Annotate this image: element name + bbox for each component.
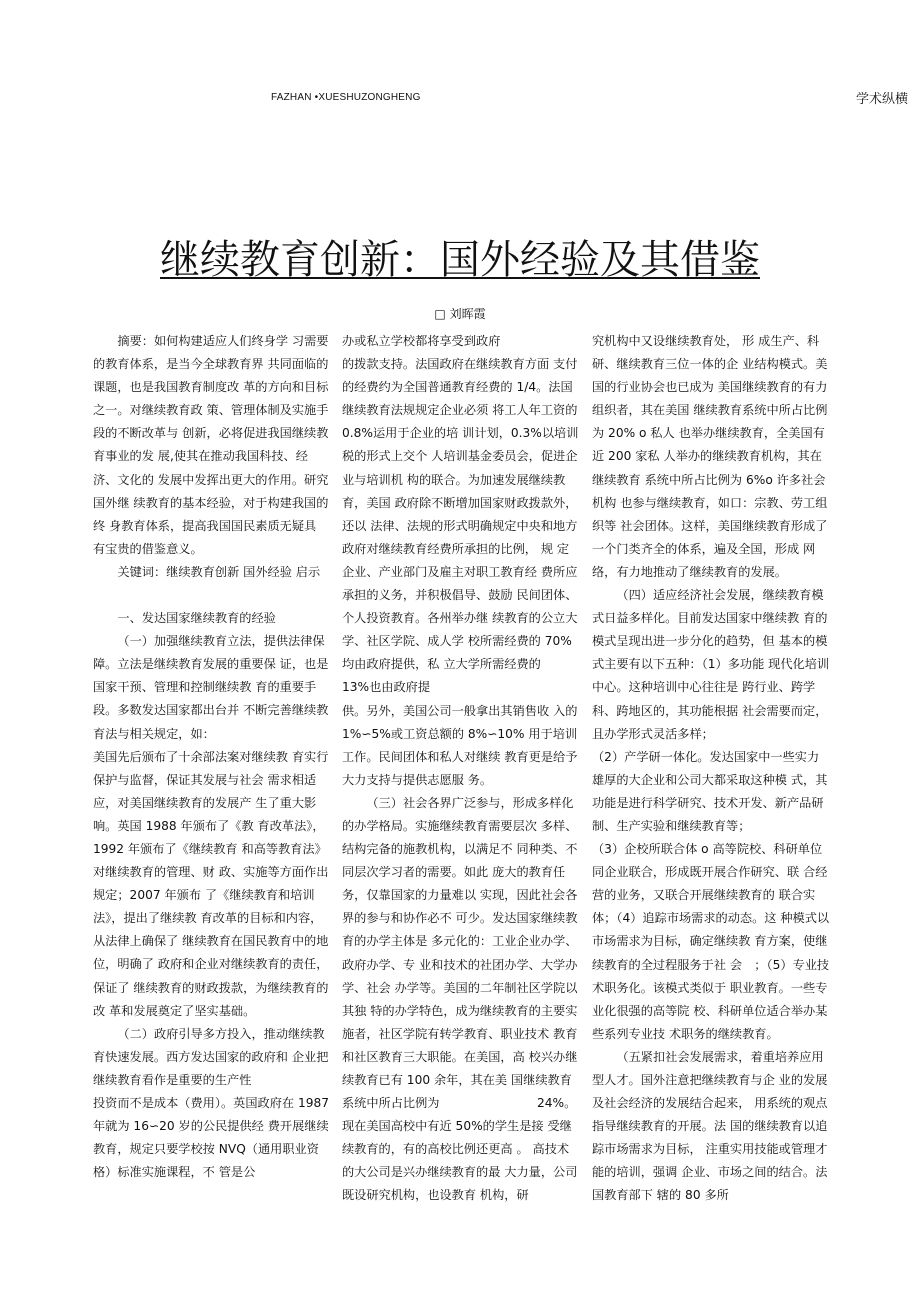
column-3 xyxy=(592,330,830,1208)
running-header-pinyin: FAZHAN •XUESHUZONGHENG xyxy=(271,92,421,103)
paragraph: （2）产学研一体化。发达国家中一些实力 雄厚的大企业和公司大都采取这种模 式，其功能是进行科学研究、技术开发、新产品研制、生产实验和继续教育等； xyxy=(592,749,828,833)
column-2 xyxy=(342,330,580,1208)
paragraph: （四）适应经济社会发展，继续教育模式日益多样化。目前发达国家中继续教 育的模式呈现出进一步分化的趋势，但 基本的模式主要有以下五种：（1）多功能 现代化培训中心。这种培训中心往往是 跨行业、跨学科、跨地区的，其功能根据 社会需要而定，且办学形式灵活多样； xyxy=(592,588,830,741)
paragraph: 投资而不是成本（费用）。英国政府在 1987 年就为 16∽20 岁的公民提供经 费开展继续教育，规定只要学校按 NVQ（通用职业资格）标准实施课程，不 管是公 xyxy=(93,1096,329,1180)
paragraph: （一）加强继续教育立法，提供法律保障。立法是继续教育发展的重要保 证，也是国家干预、管理和控制继续教 育的重要手段。多数发达国家都出台并 不断完善继续教育法与相关规定，如： xyxy=(93,634,329,741)
paragraph: （二）政府引导多方投入，推动继续教育快速发展。西方发达国家的政府和 企业把继续教育看作是重要的生产性 xyxy=(93,1026,329,1087)
abstract: 摘要：如何构建适应人们终身学 习需要的教育体系，是当今全球教育界 共同面临的课题，也是我国教育制度改 革的方向和目标之一。对继续教育政 策、管理体制及实施手段的不断改革与 创新，必将促进我国继续教育事业的发 展,使其在推动我国科技、经济、文化的 发展中发挥出更大的作用。研究国外继 续教育的基本经验，对于构建我国的终 身教育体系，提高我国国民素质无疑具 有宝贵的借鉴意义。 xyxy=(93,334,329,556)
paragraph: 办或私立学校都将享受到政府 xyxy=(342,334,501,348)
section-heading-1: 一、发达国家继续教育的经验 xyxy=(117,611,276,626)
paragraph: （3）企校所联合体 o 高等院校、科研单位 同企业联合，形成既开展合作研究、联 合经营的业务，又联合开展继续教育的 联合实体；（4）追踪市场需求的动态。这 种模式以市场需求为目标，确定继续教 育方案，使继续教育的全过程服务于社 会 ；（5）专业技术职务化。该模式类似于 职业教育。一些专业化很强的高等院 校、科研单位适合举办某些系列专业技 术职务的继续教育。 xyxy=(592,842,830,1041)
paragraph: 美国先后颁布了十余部法案对继续教 育实行保护与监督，保证其发展与社会 需求相适应，对美国继续教育的发展产 生了重大影响。英国 1988 年颁布了《教 育改革法》，1992 年颁布了《继续教育 和高等教育法》对继续教育的管理、财 政、实施等方面作出规定；2007 年颁布 了《继续教育和培训法》，提出了继续教 育改革的目标和内容，从法律上确保了 继续教育在国民教育中的地位，明确了 政府和企业对继续教育的责任，保证了 继续教育的财政拨款，为继续教育的改 革和发展奠定了坚实基础。 xyxy=(93,749,329,1018)
keywords: 关键词：继续教育创新 国外经验 启示 xyxy=(117,564,321,579)
column-1 xyxy=(93,330,331,1184)
paragraph: （三）社会各界广泛参与，形成多样化的办学格局。实施继续教育需要层次 多样、结构完备的施教机构，以满足不 同种类、不同层次学习者的需要。如此 庞大的教育任务，仅靠国家的力量难以 实现，因此社会各界的参与和协作必不 可少。发达国家继续教育的办学主体是 多元化的：工业企业办学、政府办学、专 业和技术的社团办学、大学办学、社会 办学等。美国的二年制社区学院以其独 特的办学特色，成为继续教育的主要实 施者，社区学院有转学教育、职业技术 教育和社区教育三大职能。在美国，高 校兴办继续教育已有 100 余年，其在美 国继续教育系统中所占比例为 24%。现在美国高校中有近 50%的学生是接 受继续教育的，有的高校比例还更高 。 高技术的大公司是兴办继续教育的最 大力量，公司既设研究机构，也设教育 机构，研 xyxy=(342,795,578,1203)
paragraph: 供。另外，美国公司一般拿出其销售收 入的 1%∽5%或工资总额的 8%∽10% 用于培训工作。民间团体和私人对继续 教育更是给予大力支持与提供志愿服 务。 xyxy=(342,703,578,787)
paragraph: 究机构中又设继续教育处， 形 成生产、科研、继续教育三位一体的企 业结构模式。美国的行业协会也已成为 美国继续教育的有力组织者，其在美国 继续教育系统中所占比例为 20% o 私人 也举办继续教育，全美国有近 200 家私 人举办的继续教育机构，其在继续教育 系统中所占比例为 6%o 许多社会机构 也参与继续教育，如口：宗教、劳工组织等 社会团体。这样，美国继续教育形成了 一个门类齐全的体系，遍及全国，形成 网络，有力地推动了继续教育的发展。 xyxy=(592,334,828,579)
article-title-text: 继续教育创新：国外经验及其借鉴 xyxy=(160,237,760,283)
paragraph: （五紧扣社会发展需求，着重培养应用型人才。国外注意把继续教育与企 业的发展及社会经济的发展结合起来， 用系统的观点指导继续教育的开展。法 国的继续教育以追踪市场需求为目标， 注重实用技能或管理才能的培训，强调 企业、市场之间的结合。法国教育部下 辖的 80 多所 xyxy=(592,1049,828,1203)
running-header-section: 学术纵横 xyxy=(856,92,909,107)
article-author: □ 刘晖霞 xyxy=(434,307,486,321)
paragraph: 的拨款支持。法国政府在继续教育方面 支付的经费约为全国普通教育经费的 1/4。法国继续教育法规规定企业必须 将工人年工资的 0.8%运用于企业的培 训计划，0.3%以培训税的形式上交个 人培训基金委员会，促进企业与培训机 构的联合。为加速发展继续教育，美国 政府除不断增加国家财政拨款外，还以 法律、法规的形式明确规定中央和地方 政府对继续教育经费所承担的比例， 规 定企业、产业部门及雇主对职工教育经 费所应承担的义务，并积极倡导、鼓励 民间团体、个人投资教育。各州举办继 续教育的公立大学、社区学院、成人学 校所需经费的 70%均由政府提供，私 立大学所需经费的 13%也由政府提 xyxy=(342,357,579,695)
article-title xyxy=(0,232,920,288)
